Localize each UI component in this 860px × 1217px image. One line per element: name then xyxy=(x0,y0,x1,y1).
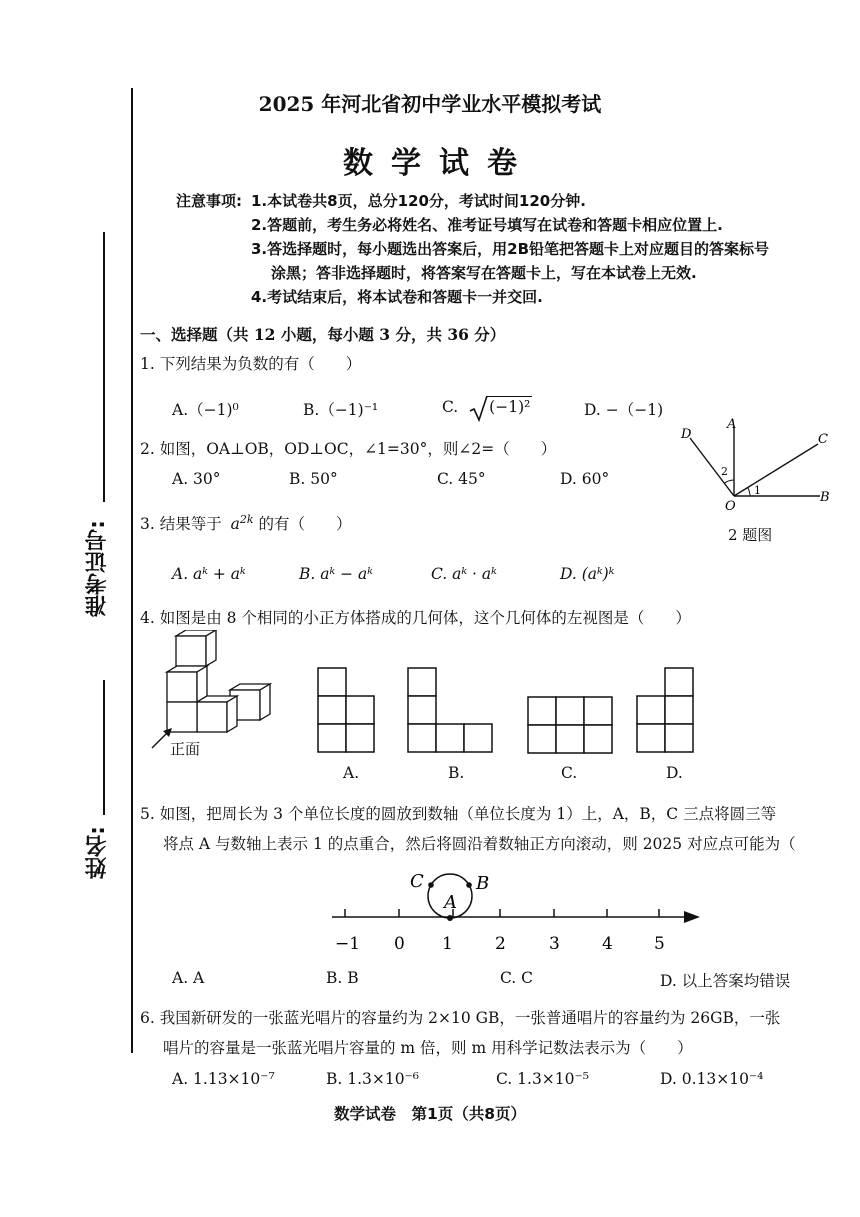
note-item-2: 2.答题前，考生务必将姓名、准考证号填写在试卷和答题卡相应位置上. xyxy=(251,216,723,234)
q5-option-a: A. A xyxy=(172,969,205,987)
question-2-stem: 2. 如图，OA⊥OB，OD⊥OC，∠1=30°，则∠2=（ ） xyxy=(140,440,557,458)
number-line-arrow xyxy=(684,911,700,923)
q3-stem-suffix: 的有（ ） xyxy=(258,515,352,533)
q4-option-c-figure xyxy=(527,696,615,756)
name-blank xyxy=(103,680,105,815)
point-c-label: C xyxy=(410,871,424,892)
q2-option-d: D. 60° xyxy=(560,470,610,488)
question-4-stem: 4. 如图是由 8 个相同的小正方体搭成的几何体，这个几何体的左视图是（ ） xyxy=(140,609,691,627)
label-d: D xyxy=(681,427,692,442)
section-heading: 一、选择题（共 12 小题，每小题 3 分，共 36 分） xyxy=(140,325,506,344)
exam-title: 2025 年河北省初中学业水平模拟考试 xyxy=(258,92,602,116)
q6-option-b: B. 1.3×10⁻⁶ xyxy=(326,1070,419,1088)
q1-option-d: D. −（−1) xyxy=(584,401,664,419)
q2-option-b: B. 50° xyxy=(289,470,338,488)
q1-option-a: A.（−1)⁰ xyxy=(172,401,239,419)
angle-2-arc xyxy=(724,480,734,483)
q6-option-c: C. 1.3×10⁻⁵ xyxy=(496,1070,589,1088)
tick-label-2: 2 xyxy=(495,934,506,954)
q4-option-d-figure xyxy=(636,667,696,755)
tick-label-5: 5 xyxy=(654,934,665,954)
name-label: 姓名: xyxy=(85,826,110,879)
tick-label-4: 4 xyxy=(602,934,613,954)
q3-stem-base: a xyxy=(230,515,240,533)
tick-label-3: 3 xyxy=(549,934,560,954)
question-5-stem-line2: 将点 A 与数轴上表示 1 的点重合，然后将圆沿着数轴正方向滚动，则 2025 对应点可能为（ xyxy=(163,835,796,853)
point-b-label: B xyxy=(476,873,490,894)
question-6-stem-line1: 6. 我国新研发的一张蓝光唱片的容量约为 2×10 GB，一张普通唱片的容量约为 26GB，一张 xyxy=(140,1009,781,1027)
exam-id-blank xyxy=(103,232,105,502)
q1-option-b: B.（−1)⁻¹ xyxy=(303,401,379,419)
point-b-dot xyxy=(466,882,472,888)
binding-line xyxy=(131,88,133,1053)
q3-stem-prefix: 3. 结果等于 xyxy=(140,515,222,533)
note-item-3: 3.答选择题时，每小题选出答案后，用2B铅笔把答题卡上对应题目的答案标号 xyxy=(251,240,770,258)
q2-angle-figure xyxy=(670,414,840,524)
q2-option-c: C. 45° xyxy=(437,470,486,488)
q4-option-c: C. xyxy=(561,764,578,782)
q4-option-b-figure xyxy=(407,667,495,755)
question-1-stem: 1. 下列结果为负数的有（ ） xyxy=(140,355,362,373)
q4-option-d: D. xyxy=(666,764,683,782)
tick-label-neg1: −1 xyxy=(335,934,361,954)
q3-option-d: D. (aᵏ)ᵏ xyxy=(560,565,615,583)
q5-number-line-figure xyxy=(320,860,710,960)
label-a: A xyxy=(727,417,737,432)
q6-option-a: A. 1.13×10⁻⁷ xyxy=(172,1070,275,1088)
q1-option-c xyxy=(442,394,532,422)
q5-option-c: C. C xyxy=(500,969,534,987)
q6-option-d: D. 0.13×10⁻⁴ xyxy=(660,1070,764,1088)
q4-option-b: B. xyxy=(448,764,465,782)
q1-option-c-radicand: (−1)² xyxy=(489,398,531,416)
q2-figure-caption: 2 题图 xyxy=(728,526,773,544)
tick-label-1: 1 xyxy=(442,934,453,954)
q4-option-a-figure xyxy=(317,667,377,755)
q3-option-c: C. aᵏ · aᵏ xyxy=(431,565,497,583)
q4-option-a: A. xyxy=(343,764,360,782)
label-angle-1: 1 xyxy=(754,484,761,497)
question-3-stem xyxy=(140,512,352,534)
label-b: B xyxy=(820,490,830,505)
question-5-stem-line1: 5. 如图，把周长为 3 个单位长度的圆放到数轴（单位长度为 1）上，A，B，C 三点将圆三等 xyxy=(140,805,777,823)
q2-option-a: A. 30° xyxy=(172,470,221,488)
q5-option-b: B. B xyxy=(326,969,359,987)
label-c: C xyxy=(818,432,828,447)
angle-1-arc xyxy=(748,488,750,496)
q5-option-d: D. 以上答案均错误 xyxy=(660,972,791,990)
exam-id-label: 准考证号: xyxy=(85,520,110,617)
q3-option-b: B. aᵏ − aᵏ xyxy=(299,565,373,583)
tick-label-0: 0 xyxy=(394,934,405,954)
page-footer: 数学试卷 第1页（共8页） xyxy=(333,1105,527,1123)
main-title: 数学试卷 xyxy=(343,146,535,181)
note-item-3-cont: 涂黑；答非选择题时，将答案写在答题卡上，写在本试卷上无效. xyxy=(271,264,697,282)
point-a-dot xyxy=(447,915,453,921)
label-o: O xyxy=(725,499,736,514)
notes-label: 注意事项: xyxy=(176,192,242,210)
label-angle-2: 2 xyxy=(721,465,728,478)
q3-option-a: A. aᵏ + aᵏ xyxy=(172,565,246,583)
point-a-label: A xyxy=(444,892,457,913)
point-c-dot xyxy=(428,882,434,888)
q1-option-c-label: C. xyxy=(442,398,459,416)
q3-stem-exponent: 2k xyxy=(239,512,254,526)
question-6-stem-line2: 唱片的容量是一张蓝光唱片容量的 m 倍，则 m 用科学记数法表示为（ ） xyxy=(163,1039,693,1057)
note-item-4: 4.考试结束后，将本试卷和答题卡一并交回. xyxy=(251,288,543,306)
q4-front-label: 正面 xyxy=(170,740,201,758)
note-item-1: 1.本试卷共8页，总分120分，考试时间120分钟. xyxy=(251,192,586,210)
ray-oc xyxy=(734,444,818,496)
q4-solid-figure xyxy=(150,630,280,755)
